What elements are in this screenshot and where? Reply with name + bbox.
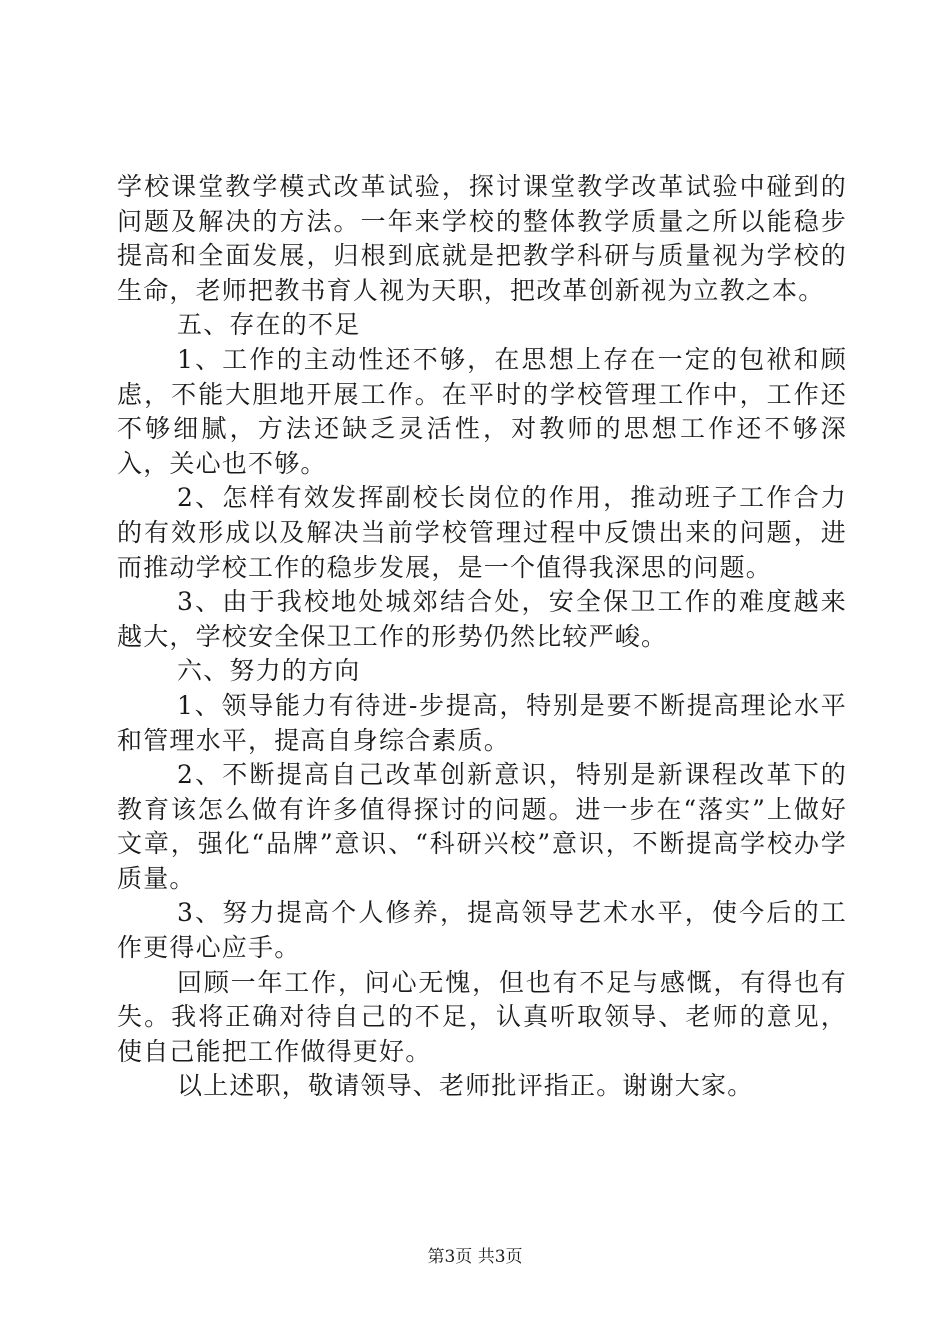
section-heading-shortcomings: 五、存在的不足 (177, 310, 361, 340)
paragraph-closing: 以上述职，敬请领导、老师批评指正。谢谢大家。 (177, 1071, 754, 1101)
paragraph-shortcoming-2: 2、怎样有效发挥副校长岗位的作用，推动班子工作合力的有效形成以及解决当前学校管理过程中反馈出来的问题，进而推动学校工作的稳步发展，是一个值得我深思的问题。 (117, 483, 847, 582)
document-body (117, 170, 847, 1104)
paragraph-direction-1: 1、领导能力有待进-步提高，特别是要不断提高理论水平和管理水平，提高自身综合素质。 (117, 690, 847, 755)
paragraph-shortcoming-3: 3、由于我校地处城郊结合处，安全保卫工作的难度越来越大，学校安全保卫工作的形势仍然比较严峻。 (117, 587, 847, 651)
page-number-footer: 第3页 共3页 (427, 1247, 523, 1267)
paragraph-direction-3: 3、努力提高个人修养，提高领导艺术水平，使今后的工作更得心应手。 (117, 898, 847, 963)
paragraph-direction-2: 2、不断提高自己改革创新意识，特别是新课程改革下的教育该怎么做有许多值得探讨的问题。进一步在“落实”上做好文章，强化“品牌”意识、“科研兴校”意识，不断提高学校办学质量。 (117, 760, 847, 893)
paragraph-intro-continued: 学校课堂教学模式改革试验，探讨课堂教学改革试验中碰到的问题及解决的方法。一年来学校的整体教学质量之所以能稳步提高和全面发展，归根到底就是把教学科研与质量视为学校的生命，老师把教书育人视为天职，把改革创新视为立教之本。 (117, 172, 847, 305)
paragraph-review: 回顾一年工作，问心无愧，但也有不足与感慨，有得也有失。我将正确对待自己的不足，认真听取领导、老师的意见，使自己能把工作做得更好。 (117, 967, 847, 1066)
section-heading-direction: 六、努力的方向 (177, 656, 361, 686)
paragraph-shortcoming-1: 1、工作的主动性还不够，在思想上存在一定的包袱和顾虑，不能大胆地开展工作。在平时的学校管理工作中，工作还不够细腻，方法还缺乏灵活性，对教师的思想工作还不够深入，关心也不够。 (117, 344, 847, 478)
